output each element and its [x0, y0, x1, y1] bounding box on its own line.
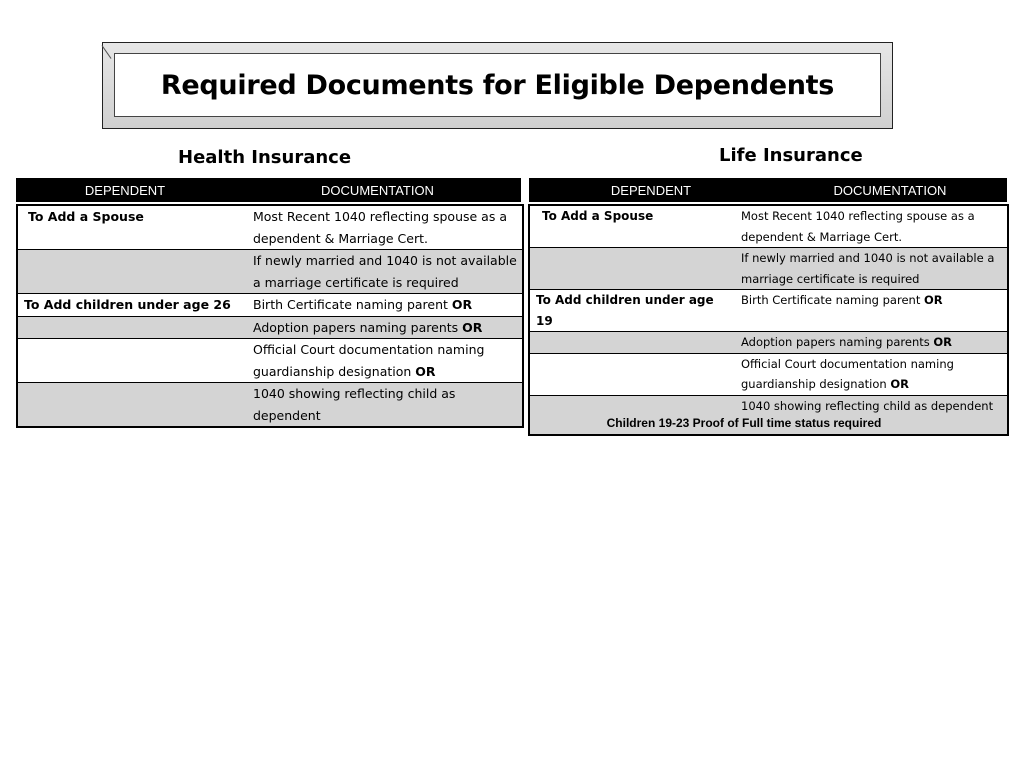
dependent-cell	[17, 316, 249, 339]
documentation-cell	[249, 316, 523, 339]
health-col-documentation: DOCUMENTATION	[321, 182, 434, 198]
health-documents-table	[16, 204, 524, 428]
documentation-cell	[249, 383, 523, 428]
or-keyword: OR	[462, 319, 483, 335]
documentation-cell	[249, 205, 523, 250]
table-row	[529, 248, 1008, 290]
dependent-cell	[529, 248, 737, 290]
dependent-cell: To Add a Spouse	[529, 205, 737, 248]
documentation-cell	[737, 353, 1008, 395]
dependent-cell	[17, 383, 249, 428]
or-keyword: OR	[933, 335, 953, 349]
dependent-cell	[529, 332, 737, 354]
documentation-text: 1040 showing reflecting child as dependent	[741, 398, 994, 413]
health-col-dependent: DEPENDENT	[84, 182, 166, 198]
documentation-text: If newly married and 1040 is not available a marriage certificate is required	[741, 251, 995, 286]
table-row	[17, 294, 523, 317]
dependent-cell	[17, 250, 249, 294]
documentation-cell	[737, 205, 1008, 248]
documentation-cell	[737, 248, 1008, 290]
documentation-cell	[249, 294, 523, 317]
table-row	[529, 205, 1008, 248]
title-box	[114, 53, 881, 117]
bevel-corner	[102, 45, 112, 59]
or-keyword: OR	[415, 363, 436, 379]
documentation-text: 1040 showing reflecting child as dependent	[253, 386, 456, 423]
documentation-cell	[737, 332, 1008, 354]
life-documents-table	[528, 204, 1009, 436]
documentation-text: Official Court documentation naming guardianship designation	[253, 342, 485, 379]
table-row	[17, 205, 523, 250]
or-keyword: OR	[890, 377, 909, 391]
dependent-cell: To Add children under age 26	[17, 294, 249, 317]
dependent-cell	[529, 353, 737, 395]
table-row	[529, 332, 1008, 354]
documentation-text: Most Recent 1040 reflecting spouse as a dependent & Marriage Cert.	[253, 209, 507, 246]
dependent-cell: To Add a Spouse	[17, 205, 249, 250]
documentation-text: Birth Certificate naming parent	[253, 297, 452, 312]
life-table-header	[529, 178, 1007, 202]
health-table-header	[16, 178, 521, 202]
dependent-cell: To Add children under age 19	[529, 290, 737, 332]
documentation-cell	[249, 339, 523, 383]
page-title: Required Documents for Eligible Dependents	[160, 69, 835, 101]
or-keyword: OR	[451, 297, 473, 312]
table-row	[17, 250, 523, 294]
life-col-dependent: DEPENDENT	[610, 182, 692, 198]
documentation-text: Adoption papers naming parents	[253, 319, 463, 335]
life-col-documentation: DOCUMENTATION	[833, 182, 947, 198]
title-frame	[102, 42, 893, 129]
life-insurance-heading: Life Insurance	[719, 145, 863, 166]
table-row	[17, 383, 523, 428]
table-row	[529, 353, 1008, 395]
documentation-text: If newly married and 1040 is not available a marriage certificate is required	[253, 253, 517, 290]
documentation-text: Adoption papers naming parents	[741, 335, 934, 349]
table-row	[17, 339, 523, 383]
dependent-cell	[17, 339, 249, 383]
or-keyword: OR	[923, 293, 943, 307]
table-row	[529, 290, 1008, 332]
documentation-text: Official Court documentation naming guardianship designation	[741, 356, 954, 391]
documentation-text: Most Recent 1040 reflecting spouse as a dependent & Marriage Cert.	[741, 209, 975, 244]
documentation-text: Birth Certificate naming parent	[741, 293, 924, 307]
health-insurance-heading: Health Insurance	[178, 147, 352, 168]
life-insurance-note: Children 19-23 Proof of Full time status required	[606, 416, 882, 430]
documentation-cell	[249, 250, 523, 294]
table-row	[17, 316, 523, 339]
documentation-cell	[737, 290, 1008, 332]
